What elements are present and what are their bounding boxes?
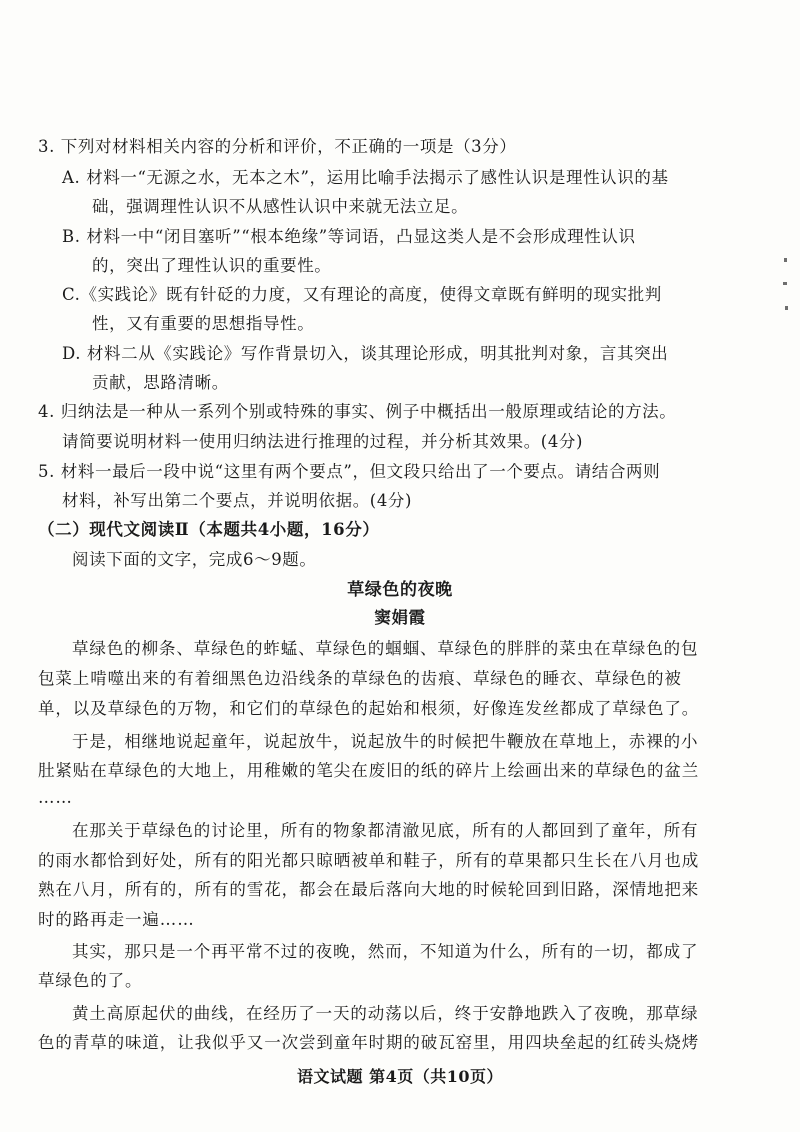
passage-line: 草绿色的柳条、草绿色的蚱蜢、草绿色的蝈蝈、草绿色的胖胖的菜虫在草绿色的包 <box>72 639 699 658</box>
q3-option-c-line1: C.《实践论》既有针砭的力度，又有理论的高度，使得文章既有鲜明的现实批判 <box>62 285 662 304</box>
scan-mark <box>784 258 787 262</box>
section-instruction: 阅读下面的文字，完成6～9题。 <box>72 550 317 569</box>
passage-line: 包菜上啃噬出来的有着细黑色边沿线条的草绿色的齿痕、草绿色的睡衣、草绿色的被 <box>38 669 682 688</box>
q3-option-c-line2: 性，又有重要的思想指导性。 <box>92 314 315 333</box>
scan-mark <box>783 282 787 285</box>
scan-mark <box>785 306 788 310</box>
q3-option-b-line2: 的，突出了理性认识的重要性。 <box>92 256 332 275</box>
q3-option-b-line1: B. 材料一中“闭目塞听”“根本绝缘”等词语，凸显这类人是不会形成理性认识 <box>62 227 636 246</box>
passage-line: 的雨水都恰到好处，所有的阳光都只晾晒被单和鞋子，所有的草果都只生长在八月也成 <box>38 851 700 870</box>
passage-title: 草绿色的夜晚 <box>347 580 453 600</box>
passage-line: 色的青草的味道，让我似乎又一次尝到童年时期的破瓦窑里，用四块垒起的红砖头烧烤 <box>38 1033 700 1052</box>
passage-line: 单，以及草绿色的万物，和它们的草绿色的起始和根须，好像连发丝都成了草绿色了。 <box>38 699 700 718</box>
q5-line2: 材料，补写出第二个要点，并说明依据。(4分) <box>62 491 413 510</box>
passage-line: 于是，相继地说起童年，说起放牛，说起放牛的时候把牛鞭放在草地上，赤裸的小 <box>72 732 699 751</box>
q5-line1: 5. 材料一最后一段中说“这里有两个要点”，但文段只给出了一个要点。请结合两则 <box>38 462 661 481</box>
q3-stem: 3. 下列对材料相关内容的分析和评价，不正确的一项是（3分） <box>38 137 517 156</box>
passage-line: 黄土高原起伏的曲线，在经历了一天的动荡以后，终于安静地跌入了夜晚，那草绿 <box>72 1004 699 1023</box>
q4-line2: 请简要说明材料一使用归纳法进行推理的过程，并分析其效果。(4分) <box>62 432 584 451</box>
q3-option-d-line1: D. 材料二从《实践论》写作背景切入，谈其理论形成，明其批判对象，言其突出 <box>62 344 669 363</box>
section-heading: （二）现代文阅读Ⅱ（本题共4小题，16分） <box>38 520 380 539</box>
passage-author: 窦娟霞 <box>374 608 426 627</box>
passage-line: …… <box>38 788 73 807</box>
q3-option-d-line2: 贡献，思路清晰。 <box>92 373 229 392</box>
page-footer: 语文试题 第4页（共10页） <box>297 1067 503 1086</box>
q3-option-a-line2: 础，强调理性认识不从感性认识中来就无法立足。 <box>92 197 469 216</box>
passage-line: 在那关于草绿色的讨论里，所有的物象都清澈见底，所有的人都回到了童年，所有 <box>72 821 699 840</box>
q3-option-a-line1: A. 材料一“无源之水，无本之木”，运用比喻手法揭示了感性认识是理性认识的基 <box>62 168 669 187</box>
passage-line: 熟在八月，所有的，所有的雪花，都会在最后落向大地的时候轮回到旧路，深情地把来 <box>38 880 700 899</box>
passage-line: 肚紧贴在草绿色的大地上，用稚嫩的笔尖在废旧的纸的碎片上绘画出来的草绿色的盆兰 <box>38 761 700 780</box>
passage-line: 其实，那只是一个再平常不过的夜晚，然而，不知道为什么，所有的一切，都成了 <box>72 942 699 961</box>
passage-line: 时的路再走一遍…… <box>38 910 195 929</box>
q4-line1: 4. 归纳法是一种从一系列个别或特殊的事实、例子中概括出一般原理或结论的方法。 <box>38 402 677 421</box>
passage-line: 草绿色的了。 <box>38 971 143 990</box>
